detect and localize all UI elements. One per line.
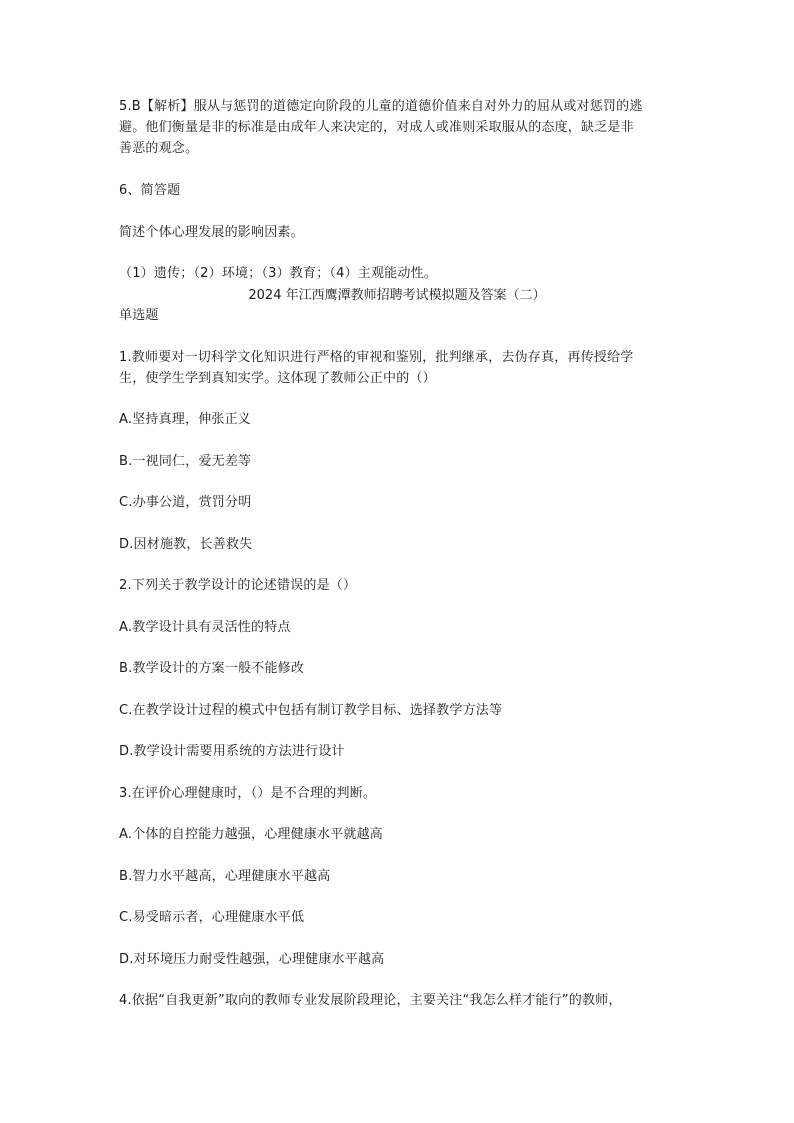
document-title: 2024 年江西鹰潭教师招聘考试模拟题及答案（二） <box>248 288 546 303</box>
question-3-option-a: A.个体的自控能力越强，心理健康水平就越高 <box>119 827 383 842</box>
section-heading-short-answer: 6、简答题 <box>119 183 181 198</box>
question-1-option-a: A.坚持真理，伸张正义 <box>119 412 251 427</box>
question-3-option-c: C.易受暗示者，心理健康水平低 <box>119 910 305 925</box>
question-4-stem-line-1: 4.依据“自我更新”取向的教师专业发展阶段理论，主要关注“我怎么样才能行”的教师， <box>119 993 622 1008</box>
question-3-stem: 3.在评价心理健康时，（）是不合理的判断。 <box>119 786 377 801</box>
question-2-option-c: C.在教学设计过程的模式中包括有制订教学目标、选择教学方法等 <box>119 703 503 718</box>
question-2-option-d: D.教学设计需要用系统的方法进行设计 <box>119 744 345 759</box>
question-1-stem-line-2: 生，使学生学到真知实学。这体现了教师公正中的（） <box>119 371 436 386</box>
prev-answer-line-2: 避。他们衡量是非的标准是由成年人来决定的，对成人或准则采取服从的态度，缺乏是非 <box>119 120 634 135</box>
section-heading-single-choice: 单选题 <box>119 308 159 323</box>
question-1-option-d: D.因材施教，长善救失 <box>119 537 253 552</box>
question-2-option-a: A.教学设计具有灵活性的特点 <box>119 620 291 635</box>
short-answer-answer: （1）遗传；（2）环境；（3）教育；（4）主观能动性。 <box>119 266 437 281</box>
short-answer-question: 简述个体心理发展的影响因素。 <box>119 225 304 240</box>
question-1-option-b: B.一视同仁，爱无差等 <box>119 454 252 469</box>
question-1-option-c: C.办事公道，赏罚分明 <box>119 495 252 510</box>
question-3-option-d: D.对环境压力耐受性越强，心理健康水平越高 <box>119 952 385 967</box>
prev-answer-line-3: 善恶的观念。 <box>119 141 199 156</box>
question-2-option-b: B.教学设计的方案一般不能修改 <box>119 661 305 676</box>
question-1-stem-line-1: 1.教师要对一切科学文化知识进行严格的审视和鉴别，批判继承，去伪存真，再传授给学 <box>119 350 634 365</box>
question-2-stem: 2.下列关于教学设计的论述错误的是（） <box>119 578 357 593</box>
prev-answer-line-1: 5.B【解析】服从与惩罚的道德定向阶段的儿童的道德价值来自对外力的屈从或对惩罚的逃 <box>119 99 643 114</box>
question-3-option-b: B.智力水平越高，心理健康水平越高 <box>119 869 331 884</box>
